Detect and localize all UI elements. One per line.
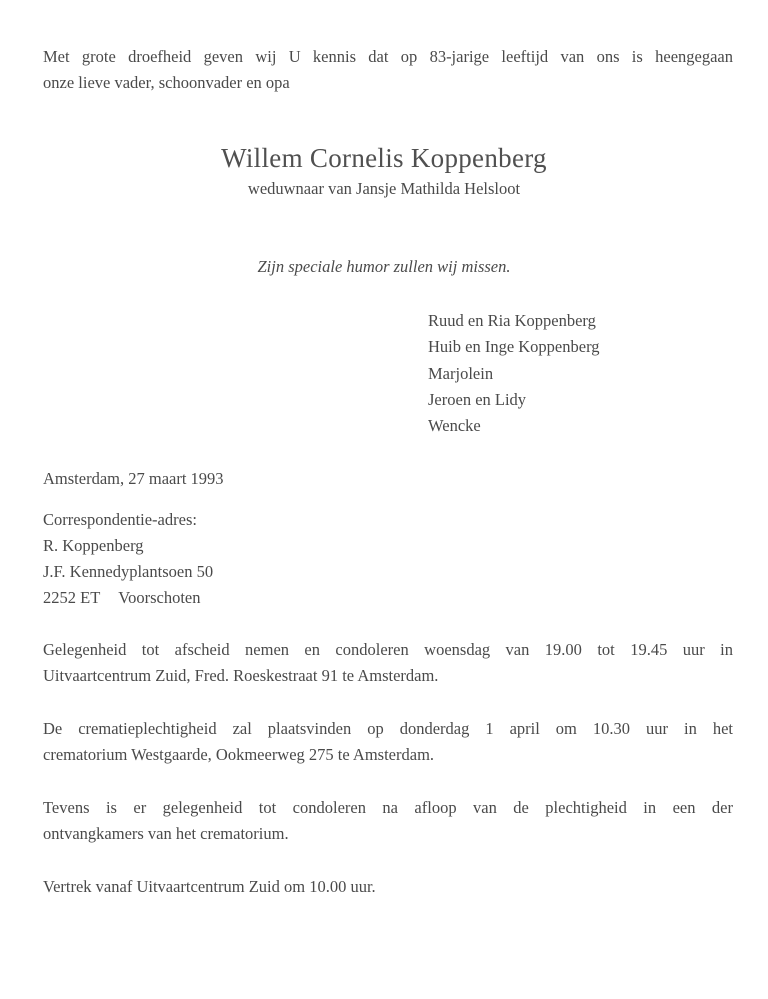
farewell-line-1: Gelegenheid tot afscheid nemen en condoleren woensdag van 19.00 tot 19.45 uur in: [43, 640, 733, 659]
intro-line-1: Met grote droefheid geven wij U kennis dat op 83-jarige leeftijd van ons is heengegaan: [43, 47, 733, 66]
family-member: Huib en Inge Koppenberg: [428, 337, 600, 357]
correspondence-label: Correspondentie-adres:: [43, 510, 197, 529]
family-member: Jeroen en Lidy: [428, 389, 527, 409]
cremation-line-2: crematorium Westgaarde, Ookmeerweg 275 te Amsterdam.: [43, 745, 435, 764]
place-date-text: Amsterdam, 27 maart 1993: [43, 469, 224, 488]
family-member: Ruud en Ria Koppenberg: [428, 311, 596, 330]
departure-line: Vertrek vanaf Uitvaartcentrum Zuid om 10.00 uur.: [43, 877, 376, 896]
correspondence-street: J.F. Kennedyplantsoen 50: [43, 562, 214, 581]
farewell-paragraph: [43, 637, 733, 689]
widower-of: weduwnaar van Jansje Mathilda Helsloot: [247, 179, 521, 198]
family-list: [428, 308, 600, 439]
correspondence-address: [43, 507, 733, 611]
cremation-line-1: De crematieplechtigheid zal plaatsvinden op donderdag 1 april om 10.30 uur in het: [43, 719, 733, 738]
correspondence-postcode: 2252 ET: [43, 588, 101, 607]
family-member: Wencke: [428, 416, 481, 436]
correspondence-name: R. Koppenberg: [43, 536, 144, 555]
correspondence-city-line: [43, 585, 733, 611]
condolence-line-2: ontvangkamers van het crematorium.: [43, 824, 289, 843]
correspondence-city: Voorschoten: [118, 588, 201, 607]
intro-line-2: onze lieve vader, schoonvader en opa: [43, 73, 290, 92]
memorial-quote: Zijn speciale humor zullen wij missen.: [257, 257, 511, 276]
deceased-name: Willem Cornelis Koppenberg: [221, 143, 547, 173]
condolence-line-1: Tevens is er gelegenheid tot condoleren na afloop van de plechtigheid in een der: [43, 798, 733, 817]
farewell-line-2: Uitvaartcentrum Zuid, Fred. Roeskestraat 91 te Amsterdam.: [43, 666, 439, 685]
family-member: Marjolein: [428, 363, 494, 383]
place-date: [43, 466, 733, 492]
departure-paragraph: [43, 874, 733, 900]
condolence-paragraph: [43, 795, 733, 847]
cremation-paragraph: [43, 716, 733, 768]
intro-paragraph: [43, 44, 733, 96]
